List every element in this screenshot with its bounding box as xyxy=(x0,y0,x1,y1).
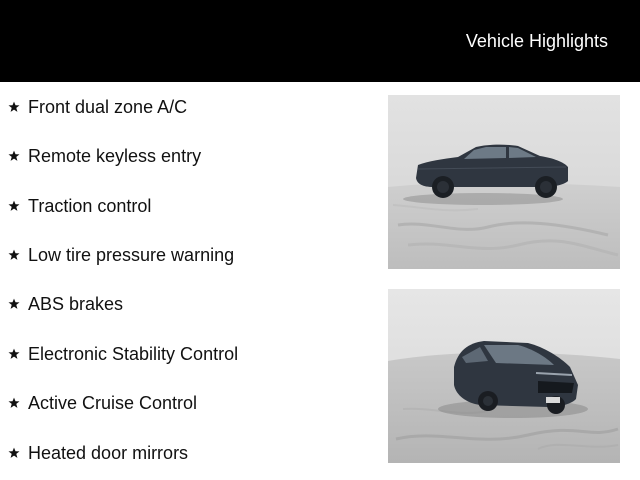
header-bar xyxy=(0,0,640,82)
list-item xyxy=(8,194,151,218)
star-icon xyxy=(8,348,20,360)
star-icon xyxy=(8,447,20,459)
feature-label: Traction control xyxy=(28,196,152,216)
list-item xyxy=(8,243,234,267)
feature-label: Electronic Stability Control xyxy=(28,344,239,364)
feature-label: Remote keyless entry xyxy=(28,146,202,166)
star-icon xyxy=(8,200,20,212)
list-item xyxy=(8,95,187,119)
star-icon xyxy=(8,101,20,113)
feature-label: ABS brakes xyxy=(28,294,124,314)
car-side-image xyxy=(388,95,620,269)
list-item xyxy=(8,144,201,168)
vehicle-photo-front[interactable] xyxy=(388,289,620,463)
vehicle-photo-side[interactable] xyxy=(388,95,620,269)
feature-label: Active Cruise Control xyxy=(28,393,198,413)
feature-label: Low tire pressure warning xyxy=(28,245,235,265)
feature-list xyxy=(0,82,380,480)
star-icon xyxy=(8,397,20,409)
list-item xyxy=(8,292,123,316)
feature-label: Front dual zone A/C xyxy=(28,97,188,117)
star-icon xyxy=(8,249,20,261)
list-item xyxy=(8,342,238,366)
star-icon xyxy=(8,298,20,310)
list-item xyxy=(8,391,197,415)
page-title: Vehicle Highlights xyxy=(465,31,608,51)
car-front-image xyxy=(388,289,620,463)
feature-label: Heated door mirrors xyxy=(28,443,189,463)
star-icon xyxy=(8,150,20,162)
list-item xyxy=(8,441,188,465)
